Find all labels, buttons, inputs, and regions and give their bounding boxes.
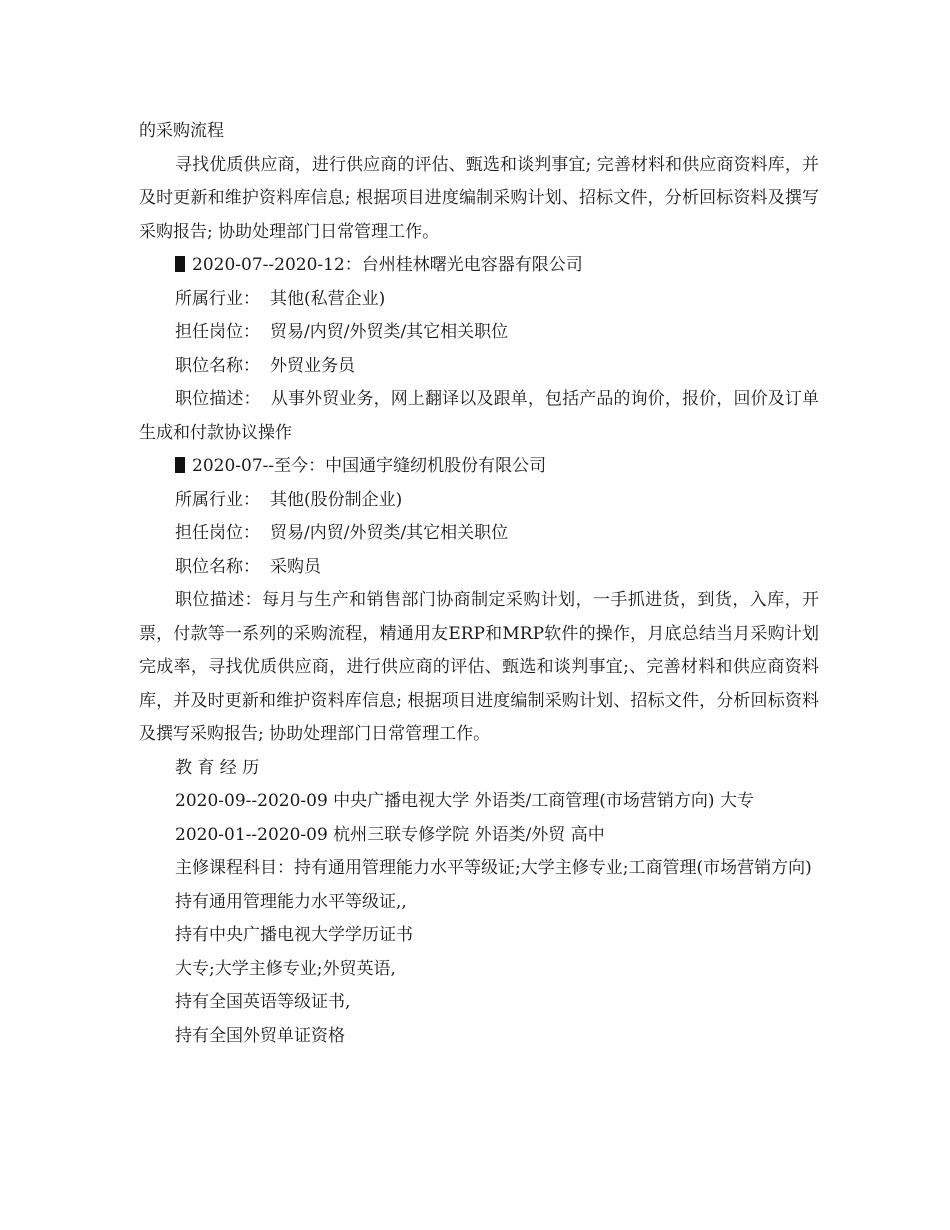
certificate-item: 大专;大学主修专业;外贸英语, [175,958,396,979]
field-label: 所属行业： [175,288,260,309]
field-label: 职位描述： [175,389,261,409]
resume-content [139,115,819,1053]
job-header [139,450,819,484]
field-value: 外贸业务员 [270,355,355,376]
job-description [139,383,819,450]
job-description [139,584,819,752]
certificate-item: 持有全国外贸单证资格 [175,1025,345,1046]
education-heading: 教 育 经 历 [175,757,260,778]
field-value: 其他(股份制企业) [270,489,403,510]
job-header-text: 2020-07--2020-12：台州桂林曙光电容器有限公司 [192,255,583,275]
education-courses: 主修课程科目：持有通用管理能力水平等级证;大学主修专业;工商管理(市场营销方向) [175,858,812,878]
job-header [139,249,819,283]
education-entry: 2020-09--2020-09 中央广播电视大学 外语类/工商管理(市场营销方向) 大专 [175,791,754,811]
bullet-marker [175,457,185,473]
paragraph-continuation: 的采购流程 [139,121,224,141]
job-header-text: 2020-07--至今：中国通宇缝纫机股份有限公司 [192,456,547,476]
field-label: 所属行业： [175,489,260,510]
field-label: 担任岗位： [175,523,260,543]
field-label: 担任岗位： [175,322,260,342]
field-label: 职位描述： [175,590,263,610]
field-value: 贸易/内贸/外贸类/其它相关职位 [270,322,509,342]
job-position [139,316,819,350]
job-position [139,517,819,551]
paragraph-duties: 寻找优质供应商，进行供应商的评估、甄选和谈判事宜; 完善材料和供应商资料库，并及时更新和维护资料库信息; 根据项目进度编制采购计划、招标文件，分析回标资料及撰写采购报告; 协助处理部门日常管理工作。 [139,154,819,242]
bullet-marker [175,256,185,272]
field-value: 从事外贸业务，网上翻译以及跟单，包括产品的询价，报价，回价及订单生成和付款协议操作 [139,389,820,443]
certificate-item: 持有中央广播电视大学学历证书 [175,925,413,945]
job-title [139,551,819,585]
field-value: 每月与生产和销售部门协商制定采购计划，一手抓进货，到货，入库，开票，付款等一系列的采购流程，精通用友ERP和MRP软件的操作，月底总结当月采购计划完成率，寻找优质供应商，进行供应商的评估、甄选和谈判事宜;、完善材料和供应商资料库，并及时更新和维护资料库信息; 根据项目进度编制采购计划、招标文件，分析回标资料及撰写采购报告; 协助处理部门日常管理工作。 [139,590,820,744]
education-entry: 2020-01--2020-09 杭州三联专修学院 外语类/外贸 高中 [175,824,605,845]
field-value: 其他(私营企业) [270,288,386,309]
job-industry [139,484,819,518]
field-label: 职位名称： [175,355,260,376]
job-industry [139,283,819,317]
certificate-item: 持有通用管理能力水平等级证,, [175,891,407,912]
field-label: 职位名称： [175,556,260,577]
certificate-item: 持有全国英语等级证书, [175,992,351,1012]
field-value: 采购员 [270,556,321,577]
field-value: 贸易/内贸/外贸类/其它相关职位 [270,523,509,543]
job-title [139,350,819,384]
